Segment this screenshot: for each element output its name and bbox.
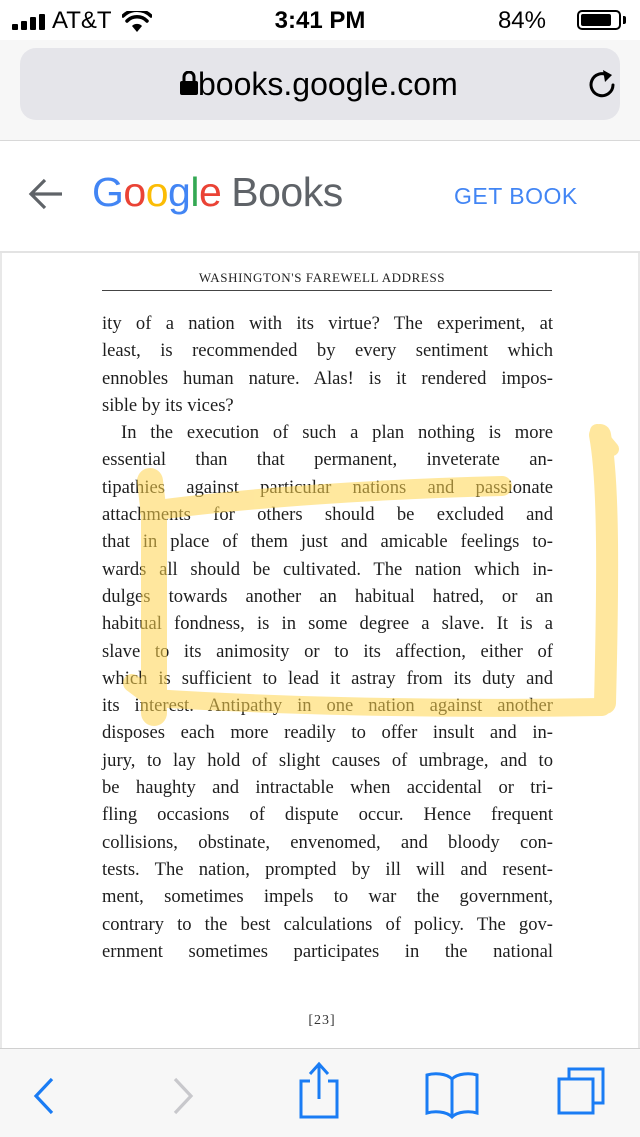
text-line: which is sufficient to lead it astray from its duty and	[102, 667, 553, 689]
url-text[interactable]: books.google.com	[198, 66, 458, 102]
carrier-name: AT&T	[52, 7, 112, 34]
google-books-logo[interactable]	[92, 169, 343, 216]
battery-percent: 84%	[497, 7, 546, 34]
text-line: dulges towards another an habitual hatred, or an	[102, 585, 553, 607]
text-line: ernment sometimes participates in the national	[102, 940, 553, 962]
text-line: attachments for others should be excluded and	[102, 504, 553, 526]
page-number: [23]	[308, 1013, 336, 1028]
battery-tip	[623, 16, 626, 24]
highlight-right-stroke	[600, 435, 607, 703]
get-book-button[interactable]: GET BOOK	[454, 183, 578, 209]
text-line: wards all should be cultivated. The nation which in-	[102, 558, 553, 580]
page-text	[102, 310, 553, 965]
text-line: tests. The nation, prompted by ill will and resent-	[102, 858, 553, 880]
header-rule	[102, 290, 552, 291]
battery-fill	[581, 14, 611, 26]
status-bar	[0, 0, 640, 40]
running-head: WASHINGTON'S FAREWELL ADDRESS	[198, 270, 446, 285]
logo-google-text: Google	[92, 169, 222, 215]
reload-icon[interactable]	[586, 68, 620, 102]
text-line: that in place of them just and amicable feelings to-	[102, 531, 553, 553]
logo-books-text: Books	[231, 169, 343, 215]
share-icon[interactable]	[296, 1049, 342, 1137]
text-line: be haughty and intractable when accidental or tri-	[102, 777, 553, 799]
lock-icon	[180, 71, 198, 95]
book-page-viewer[interactable]	[0, 253, 640, 1048]
back-icon[interactable]	[28, 1049, 58, 1137]
tabs-icon[interactable]	[556, 1049, 608, 1137]
text-line: sible by its vices?	[102, 394, 234, 416]
clock-time: 3:41 PM	[274, 7, 366, 34]
text-line: collisions, obstinate, envenomed, and bloody con-	[102, 831, 553, 853]
browser-toolbar	[0, 1048, 640, 1137]
paragraph-2	[102, 419, 553, 965]
text-line: contrary to the best calculations of policy. The gov-	[102, 913, 553, 935]
highlight-corner-stroke	[597, 431, 612, 449]
text-line: its interest. Antipathy in one nation against another	[102, 695, 553, 717]
text-line: jury, to lay hold of slight causes of umbrage, and to	[102, 749, 553, 771]
text-line: ity of a nation with its virtue? The experiment, at	[102, 313, 553, 334]
battery-icon	[577, 10, 621, 30]
back-arrow-icon[interactable]	[28, 177, 64, 211]
google-books-header	[0, 141, 640, 253]
text-line: habitual fondness, is in some degree a slave. It is a	[102, 613, 553, 635]
text-line: essential than that permanent, inveterate an-	[102, 449, 553, 471]
text-line: least, is recommended by every sentiment which	[102, 340, 553, 362]
text-line: ennobles human nature. Alas! is it rendered impos-	[102, 367, 553, 389]
text-line: fling occasions of dispute occur. Hence frequent	[102, 804, 553, 826]
bookmarks-icon[interactable]	[424, 1049, 480, 1137]
text-line: disposes each more readily to offer insult and in-	[102, 722, 553, 744]
text-line: tipathies against particular nations and passionate	[102, 476, 553, 498]
paragraph-1	[102, 310, 553, 419]
browser-address-region	[0, 40, 640, 141]
text-line: ment, sometimes impels to war the government,	[102, 886, 553, 908]
address-bar[interactable]	[20, 48, 620, 120]
text-line: In the execution of such a plan nothing is more	[121, 422, 553, 444]
forward-icon[interactable]	[168, 1049, 198, 1137]
text-line: slave to its animosity or to its affection, either of	[102, 640, 553, 662]
